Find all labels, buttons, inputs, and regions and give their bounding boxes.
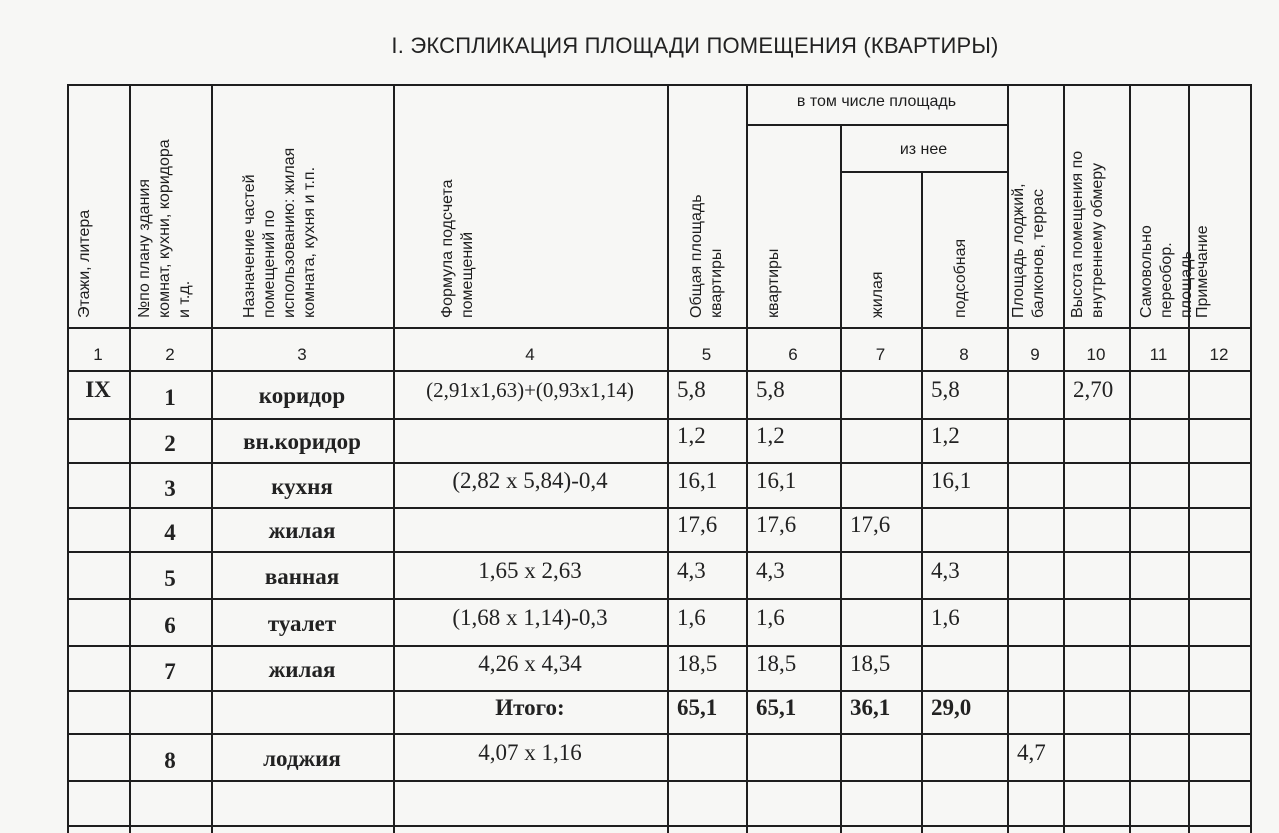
cell-auxiliary-area: 16,1 bbox=[931, 467, 972, 493]
cell-room-name: жилая bbox=[268, 518, 336, 543]
cell-auxiliary-area: 29,0 bbox=[931, 694, 972, 720]
header-loggia-area: Площадь лоджий, балконов, террас bbox=[1010, 183, 1047, 318]
cell-room-number: 3 bbox=[164, 475, 176, 501]
cell-room-name: ванная bbox=[264, 563, 340, 589]
cell-room-name: вн.коридор bbox=[243, 429, 361, 454]
cell-room-name: лоджия bbox=[263, 745, 341, 771]
cell-apartment-area: 4,3 bbox=[756, 557, 785, 583]
cell-room-number: 5 bbox=[164, 565, 176, 591]
cell-total-area: 5,8 bbox=[677, 377, 706, 402]
header-group-including: в том числе площадь bbox=[796, 93, 957, 110]
cell-formula: 4,07 х 1,16 bbox=[478, 739, 582, 765]
cell-room-height: 2,70 bbox=[1073, 377, 1114, 402]
cell-formula: (2,82 х 5,84)-0,4 bbox=[452, 467, 608, 493]
cell-room-name: жилая bbox=[268, 656, 336, 682]
cell-room-name: коридор bbox=[258, 383, 346, 408]
group-divider bbox=[746, 124, 1007, 126]
cell-apartment-area: 16,1 bbox=[756, 467, 797, 493]
column-number: 3 bbox=[297, 345, 307, 364]
header-divider bbox=[67, 327, 1250, 329]
cell-auxiliary-area: 5,8 bbox=[931, 377, 960, 402]
cell-formula: 1,65 х 2,63 bbox=[478, 557, 582, 583]
column-number: 4 bbox=[525, 345, 535, 364]
column-number: 9 bbox=[1030, 345, 1040, 364]
row-divider bbox=[67, 780, 1250, 782]
cell-loggia-area: 4,7 bbox=[1017, 739, 1046, 765]
column-number: 7 bbox=[875, 345, 886, 364]
column-number: 6 bbox=[788, 345, 798, 364]
header-auxiliary-area: подсобная bbox=[952, 238, 969, 318]
cell-apartment-area: 17,6 bbox=[756, 512, 797, 537]
header-purpose: Назначение частей помещений по использованию: жилая комната, кухня и т.п. bbox=[241, 147, 318, 318]
cell-total-area: 18,5 bbox=[677, 650, 718, 676]
cell-total-area: 1,6 bbox=[677, 604, 706, 630]
header-subgroup-of-which: из нее bbox=[899, 141, 948, 158]
cell-auxiliary-area: 1,6 bbox=[931, 604, 960, 630]
header-unauthorized-area: Самовольно переобор. площадь bbox=[1138, 225, 1195, 318]
cell-living-area: 18,5 bbox=[850, 650, 891, 676]
header-note: Примечание bbox=[1194, 225, 1211, 318]
cell-room-number: 2 bbox=[164, 431, 176, 456]
column-number: 12 bbox=[1209, 345, 1229, 364]
header-total-area: Общая площадь квартиры bbox=[688, 194, 725, 318]
cell-room-number: 4 bbox=[164, 520, 176, 545]
header-formula: Формула подсчета помещений bbox=[439, 179, 476, 318]
cell-living-area: 36,1 bbox=[850, 694, 891, 720]
cell-floor: IX bbox=[85, 377, 111, 402]
cell-formula: (2,91х1,63)+(0,93х1,14) bbox=[426, 378, 634, 402]
cell-apartment-area: 1,6 bbox=[756, 604, 785, 630]
header-apartment-area: квартиры bbox=[765, 248, 782, 318]
document-title: I. ЭКСПЛИКАЦИЯ ПЛОЩАДИ ПОМЕЩЕНИЯ (КВАРТИРЫ) bbox=[391, 33, 999, 58]
header-plan-number: №по плану здания комнат, кухни, коридора и т.д. bbox=[136, 139, 193, 318]
cell-room-number: 1 bbox=[164, 385, 176, 410]
cell-total-area: 17,6 bbox=[677, 512, 718, 537]
cell-room-number: 6 bbox=[164, 612, 176, 638]
header-living-area: жилая bbox=[869, 271, 886, 318]
column-number: 11 bbox=[1149, 345, 1168, 364]
cell-formula: Итого: bbox=[495, 694, 565, 720]
row-divider bbox=[67, 825, 1250, 827]
column-number: 8 bbox=[959, 345, 969, 364]
cell-formula: 4,26 х 4,34 bbox=[478, 650, 582, 676]
column-number: 5 bbox=[701, 345, 712, 364]
column-number: 10 bbox=[1086, 345, 1106, 364]
cell-apartment-area: 1,2 bbox=[756, 423, 785, 448]
cell-apartment-area: 18,5 bbox=[756, 650, 797, 676]
cell-auxiliary-area: 1,2 bbox=[931, 423, 960, 448]
cell-auxiliary-area: 4,3 bbox=[931, 557, 960, 583]
cell-room-number: 7 bbox=[164, 658, 176, 684]
cell-total-area: 4,3 bbox=[677, 557, 706, 583]
cell-total-area: 65,1 bbox=[677, 694, 718, 720]
cell-room-number: 8 bbox=[164, 747, 176, 773]
cell-total-area: 1,2 bbox=[677, 423, 706, 448]
subgroup-divider bbox=[840, 171, 1007, 173]
column-number: 2 bbox=[165, 345, 175, 364]
column-divider bbox=[1250, 84, 1252, 833]
cell-formula: (1,68 х 1,14)-0,3 bbox=[452, 604, 608, 630]
header-floors: Этажи, литера bbox=[76, 209, 93, 318]
table-border-top bbox=[67, 84, 1250, 86]
cell-apartment-area: 5,8 bbox=[756, 377, 785, 402]
column-number: 1 bbox=[93, 345, 103, 364]
cell-room-name: туалет bbox=[267, 610, 337, 636]
cell-apartment-area: 65,1 bbox=[756, 694, 797, 720]
cell-total-area: 16,1 bbox=[677, 467, 718, 493]
header-room-height: Высота помещения по внутреннему обмеру bbox=[1069, 150, 1106, 318]
cell-living-area: 17,6 bbox=[850, 512, 891, 537]
cell-room-name: кухня bbox=[271, 473, 333, 499]
